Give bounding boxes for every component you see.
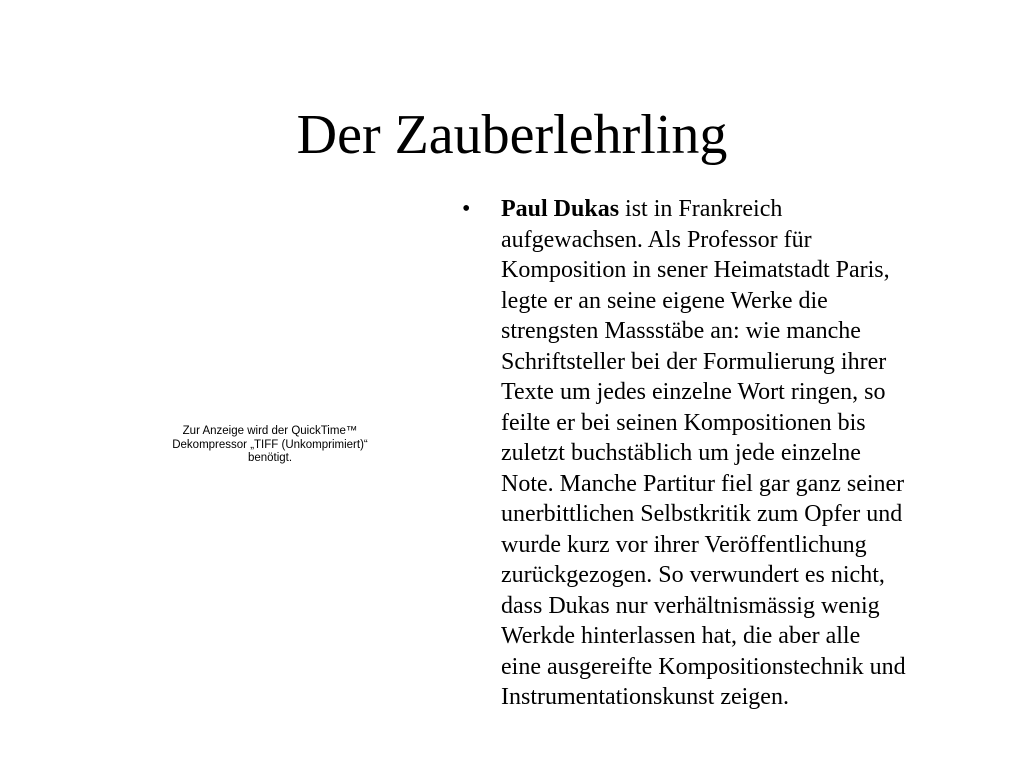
placeholder-text-line: benötigt. <box>247 452 293 464</box>
bullet-first-line-rest: ist in Frankreich <box>619 196 783 222</box>
bullet-text <box>501 194 1001 713</box>
bullet-line: strengsten Massstäbe an: wie manche <box>501 318 861 344</box>
bullet-line: legte er an seine eigene Werke die <box>501 287 828 314</box>
bullet-line <box>501 194 1001 225</box>
bullet-line: Instrumentationskunst zeigen. <box>501 684 789 710</box>
bullet-line: Note. Manche Partitur fiel gar ganz seiner <box>501 470 905 497</box>
placeholder-text-line: Zur Anzeige wird der QuickTime™ <box>182 425 358 437</box>
bullet-line: wurde kurz vor ihrer Veröffentlichung <box>501 531 867 558</box>
bullet-marker: • <box>462 196 471 222</box>
missing-image-placeholder <box>140 425 400 466</box>
bullet-line: Texte um jedes einzelne Wort ringen, so <box>501 379 886 405</box>
placeholder-text-line: Dekompressor „TIFF (Unkomprimiert)“ <box>172 438 368 451</box>
bullet-line: zuletzt buchstäblich um jede einzelne <box>501 440 861 466</box>
bullet-line: Werkde hinterlassen hat, die aber alle <box>501 623 861 649</box>
bullet-line: eine ausgereifte Kompositionstechnik und <box>501 653 906 680</box>
bullet-line: feilte er bei seinen Kompositionen bis <box>501 409 866 436</box>
bullet-line: unerbittlichen Selbstkritik zum Opfer und <box>501 501 903 527</box>
bullet-line: zurückgezogen. So verwundert es nicht, <box>501 562 885 588</box>
bullet-line: dass Dukas nur verhältnismässig wenig <box>501 592 880 619</box>
bullet-line: Schriftsteller bei der Formulierung ihrer <box>501 348 887 375</box>
slide-title: Der Zauberlehrling <box>296 104 728 166</box>
bullet-line: aufgewachsen. Als Professor für <box>501 226 812 253</box>
composer-name: Paul Dukas <box>501 196 620 222</box>
bullet-line: Komposition in sener Heimatstadt Paris, <box>501 257 890 283</box>
